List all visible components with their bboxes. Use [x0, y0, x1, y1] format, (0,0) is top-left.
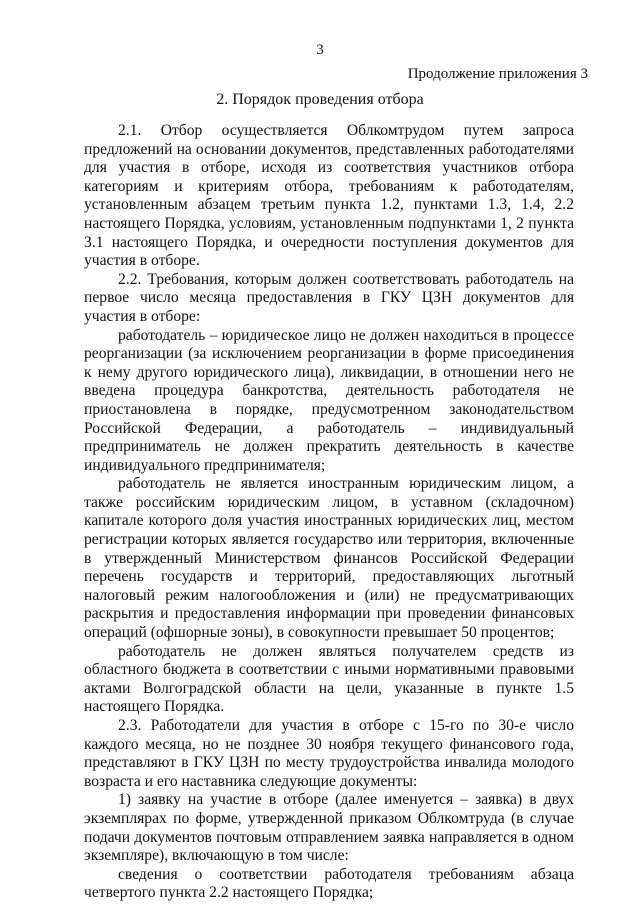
paragraph-requirement-budget: работодатель не должен являться получателем средств из областного бюджета в соответствии с иными нормативными правовыми актами Волгоградской области на цели, указанные в пункте 1.5 настоящего Порядка.	[84, 642, 574, 716]
paragraph-2-1: 2.1. Отбор осуществляется Облкомтрудом путем запроса предложений на основании документов, представленных работодателями для участия в отборе, исходя из соответствия участников отбора категориям и критериям отбора, требованиям к работодателям, установленным абзацем третьим пункта 1.2, пунктами 1.3, 1.4, 2.2 настоящего Порядка, условиям, установленным подпунктами 1, 2 пункта 3.1 настоящего Порядка, и очередности поступления документов для участия в отборе.	[84, 122, 574, 270]
page-number: 3	[316, 42, 324, 58]
paragraph-item-1: 1) заявку на участие в отборе (далее именуется – заявка) в двух экземплярах по форме, утвержденной приказом Облкомтруда (в случае подачи документов почтовым отправлением заявка направляется в одном экземпляре), включающую в том числе:	[84, 791, 574, 865]
paragraph-2-2: 2.2. Требования, которым должен соответствовать работодатель на первое число месяца предоставления в ГКУ ЦЗН документов для участия в отборе:	[84, 270, 574, 325]
paragraph-requirement-reorganization: работодатель – юридическое лицо не должен находиться в процессе реорганизации (за исключением реорганизации в форме присоединения к нему другого юридического лица), ликвидации, в отношении него не введена процедура банкротства, деятельность работодателя не приостановлена в порядке, предусмотренном законодательством Российской Федерации, а работодатель – индивидуальный предприниматель не должен прекратить деятельность в качестве индивидуального предпринимателя;	[84, 326, 574, 474]
document-body	[84, 122, 574, 903]
section-title: 2. Порядок проведения отбора	[216, 91, 424, 108]
paragraph-requirement-foreign: работодатель не является иностранным юридическим лицом, а также российским юридическим лицом, в уставном (складочном) капитале которого доля участия иностранных юридических лиц, местом регистрации которых является государство или территория, включенные в утвержденный Министерством финансов Российской Федерации перечень государств и территорий, предоставляющих льготный налоговый режим налогообложения и (или) не предусматривающих раскрытия и предоставления информации при проведении финансовых операций (офшорные зоны), в совокупности превышает 50 процентов;	[84, 475, 574, 642]
continuation-note: Продолжение приложения 3	[407, 66, 588, 82]
paragraph-info: сведения о соответствии работодателя требованиям абзаца четвертого пункта 2.2 настоящего Порядка;	[84, 865, 574, 902]
paragraph-2-3: 2.3. Работодатели для участия в отборе с 15-го по 30-е число каждого месяца, но не позднее 30 ноября текущего финансового года, представляют в ГКУ ЦЗН по месту трудоустройства инвалида молодого возраста и его наставника следующие документы:	[84, 717, 574, 790]
